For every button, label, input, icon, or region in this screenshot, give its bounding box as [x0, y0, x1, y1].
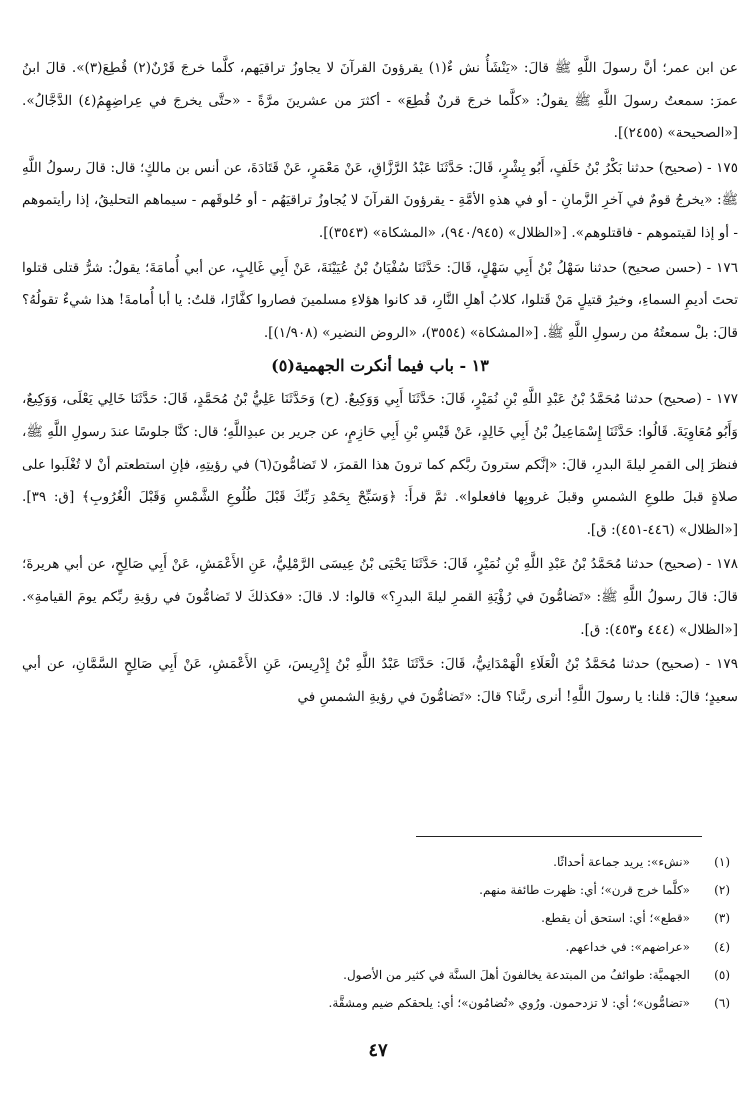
footnotes — [40, 848, 730, 1017]
footnote-number: (١) — [714, 855, 730, 869]
footnote-2 — [40, 876, 730, 904]
footnote-5 — [40, 961, 730, 989]
hadith-177: ١٧٧ - (صحيح) حدثنا مُحَمَّدُ بْنُ عَبْدِ اللَّهِ بْنِ نُمَيْرٍ، قَالَ: حَدَّثَنَا أَبِي وَوَكِيعٌ. (ح) وَحَدَّثَنَا عَلِيُّ بْنُ مُحَمَّدٍ، قَالَ: حَدَّثَنَا خَالِي يَعْلَى، وَوَكِيعٌ، وَأَبُو مُعَاوِيَةَ. قَالُوا: حَدَّثَنَا إِسْمَاعِيلُ بْنُ أَبِي خَالِدٍ، عَنْ قَيْسِ بْنِ أَبِي حَازِمٍ، عن جرير بن عبدِاللَّهِ؛ قال: كنَّا جلوسًا عندَ رسولِ اللَّهِ ﷺ، فنظرَ إلى القمرِ ليلةَ البدرِ، قالَ: «إنَّكم سترونَ ربَّكم كما ترونَ هذا القمرَ، لا تَضامُّونَ(٦) في رؤيتِهِ، فإنِ استطعتم أنْ لا تُغْلَبوا على صلاةٍ قبلَ طلوعِ الشمسِ وقبلَ غروبِها فافعلوا». ثمَّ قرأَ: ﴿وَسَبِّحْ بِحَمْدِ رَبِّكَ قَبْلَ طُلُوعِ الشَّمْسِ وَقَبْلَ الْغُرُوبِ﴾ [ق: ٣٩]. [«الظلال» (٤٤٦-٤٥١): ق]. — [22, 391, 738, 538]
footnote-number: (٦) — [714, 995, 730, 1010]
footnote-text: «نشء»: يريد جماعة أحداثًا. — [553, 855, 690, 869]
footnote-4 — [40, 933, 730, 961]
footnote-6 — [40, 989, 730, 1017]
footnote-number: (٥) — [714, 967, 730, 982]
hadith-174-continuation: عن ابن عمر؛ أنَّ رسولَ اللَّهِ ﷺ قالَ: «يَنْشَأُ نش ءٌ(١) يقرؤونَ القرآنَ لا يجاوزُ تراقيَهم، كلَّما خرجَ قَرْنٌ(٢) قُطِعَ(٣)». قالَ ابنُ عمرَ: سمعتُ رسولَ اللَّهِ ﷺ يقولُ: «كلَّما خرجَ قرنٌ قُطِعَ» - أكثرَ من عشرينَ مرَّةً - «حتَّى يخرجَ في عِراضِهِمُ(٤) الدَّجَّالُ». [«الصحيحة» (٢٤٥٥)]. — [22, 60, 738, 142]
footnote-text: «عراضهم»: في خداعهم. — [565, 939, 690, 954]
footnote-text: الجهميَّة: طوائفُ من المبتدعة يخالفونَ أهلَ السنَّة في كثير من الأصول. — [343, 967, 690, 982]
footnote-number: (٤) — [714, 939, 730, 954]
footnote-separator — [416, 836, 702, 837]
footnote-text: «قطع»؛ أي: استحق أن يقطع. — [541, 911, 690, 926]
footnote-number: (٢) — [714, 883, 730, 898]
page-number: ٤٧ — [368, 1040, 388, 1061]
chapter-heading: ١٣ - باب فيما أنكرت الجهمية(٥) — [271, 356, 489, 376]
hadith-179: ١٧٩ - (صحيح) حدثنا مُحَمَّدُ بْنُ الْعَلَاءِ الْهَمْدَانِيُّ، قَالَ: حَدَّثَنَا عَبْدُ اللَّهِ بْنُ إِدْرِيسَ، عَنِ الأَعْمَشِ، عَنْ أَبِي صَالِحٍ السَّمَّانِ، عن أبي سعيدٍ؛ قالَ: قلنا: يا رسولَ اللَّهِ! أنرى ربَّنا؟ قالَ: «تَضامُّونَ في رؤيةِ الشمسِ في — [22, 656, 738, 705]
footnote-text: «كلَّما خرج قرن»؛ أي: ظهرت طائفة منهم. — [479, 883, 690, 898]
footnote-text: «تضامُّون»؛ أي: لا تزدحمون. ورُوي «تُضامُون»؛ أي: يلحقكم ضيم ومشقَّة. — [328, 995, 690, 1010]
hadith-175: ١٧٥ - (صحيح) حدثنا بَكْرُ بْنُ خَلَفٍ، أَبُو بِشْرٍ، قَالَ: حَدَّثَنَا عَبْدُ الرَّزَّاقِ، عَنْ مَعْمَرٍ، عَنْ قَتَادَةَ، عن أنس بن مالكٍ؛ قال: قالَ رسولُ اللَّهِ ﷺ: «يخرجُ قومٌ في آخرِ الزَّمانِ - أو في هذهِ الأمَّةِ - يقرؤونَ القرآنَ لا يُجاوزُ تراقيَهُم - أو حُلوقَهم - سيماهم التحليقُ، إذا رأيتموهم - أو إذا لقيتموهم - فاقتلوهم». [«الظلال» (٩٤٠/٩٤٥)، «المشكاة» (٣٥٤٣)]. — [22, 159, 738, 241]
main-text — [22, 52, 738, 713]
footnote-number: (٣) — [714, 911, 730, 926]
footnote-1 — [40, 848, 730, 876]
hadith-178: ١٧٨ - (صحيح) حدثنا مُحَمَّدُ بْنُ عَبْدِ اللَّهِ بْنِ نُمَيْرٍ، قَالَ: حَدَّثَنَا يَحْيَى بْنُ عِيسَى الرَّمْلِيُّ، عَنِ الأَعْمَشِ، عَنْ أَبِي صَالِحٍ، عن أبي هريرةَ؛ قالَ: قالَ رسولُ اللَّهِ ﷺ: «تَضامُّونَ في رُؤْيَةِ القمرِ ليلةَ البدرِ؟» قالوا: لا. قالَ: «فكذلكَ لا تَضامُّونَ في رؤيةِ ربِّكم يومَ القيامةِ». [«الظلال» (٤٤٤ و٤٥٣): ق]. — [22, 556, 738, 638]
footnote-3 — [40, 904, 730, 932]
hadith-176: ١٧٦ - (حسن صحيح) حدثنا سَهْلُ بْنُ أَبِي سَهْلٍ، قَالَ: حَدَّثَنَا سُفْيَانُ بْنُ عُيَيْنَةَ، عَنْ أَبِي غَالِبٍ، عن أبي أُمامَةَ؛ يقولُ: شرُّ قتلى قتلوا تحتَ أديمِ السماءِ، وخيرُ قتيلٍ مَنْ قَتلوا، كلابُ أهلِ النَّارِ، قد كانوا هؤلاءِ مسلمينَ فصاروا كفَّارًا، قلتُ: يا أبا أُمامةَ! هذا شيءٌ تقولُهُ؟ قالَ: بلْ سمعتُهُ من رسولِ اللَّهِ ﷺ. [«المشكاة» (٣٥٥٤)، «الروض النضير» (١/٩٠٨)]. — [22, 259, 738, 341]
